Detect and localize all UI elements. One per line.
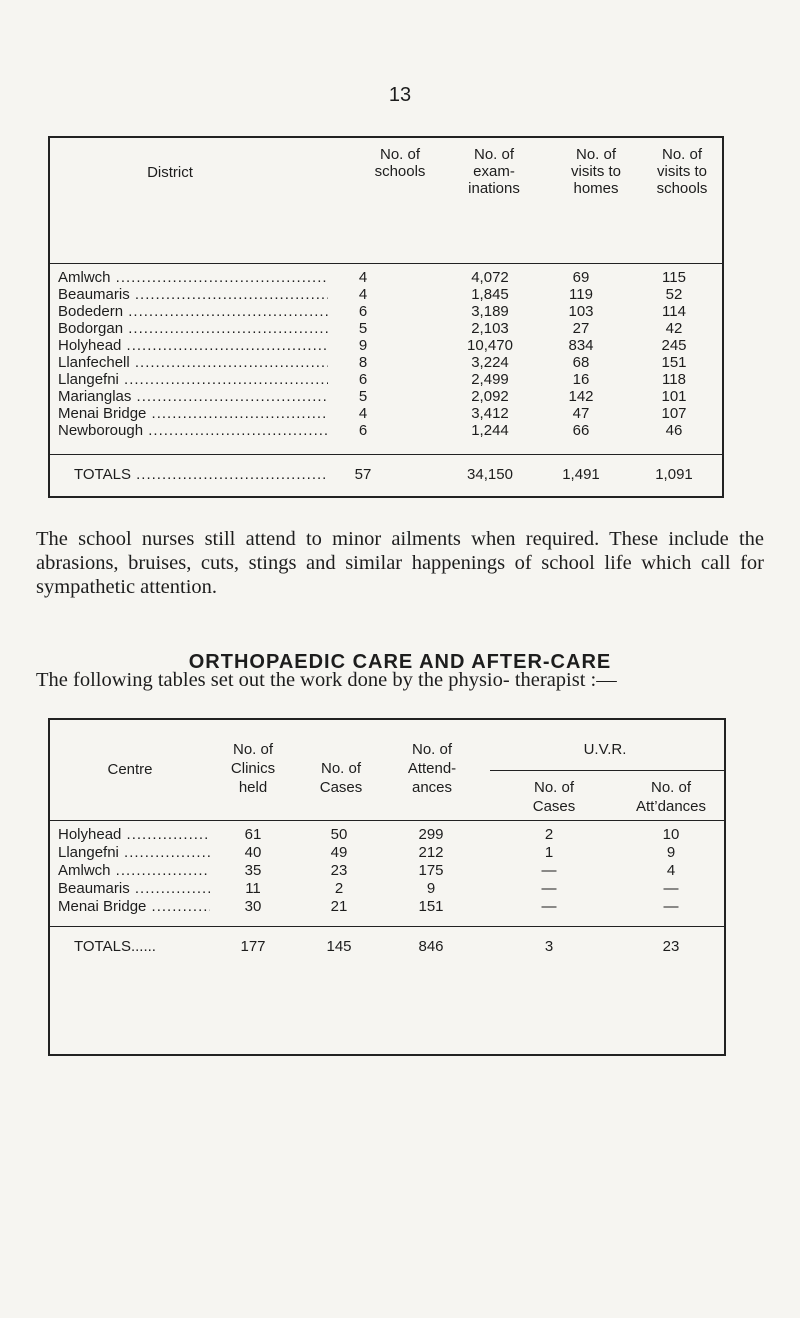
section-heading: ORTHOPAEDIC CARE AND AFTER-CARE bbox=[188, 651, 612, 673]
attendances-count: 151 bbox=[418, 898, 444, 915]
schools-count: 9 bbox=[358, 337, 368, 354]
district-name: Amlwch ..... bbox=[58, 269, 328, 286]
uvr-rule bbox=[490, 770, 724, 771]
attendances-count: 175 bbox=[418, 862, 444, 879]
clinics-count: 11 bbox=[245, 880, 261, 897]
district-name: Llangefni ..... bbox=[58, 371, 328, 388]
uvr-header: U.V.R. bbox=[583, 741, 627, 758]
district-name: Bodorgan ..... bbox=[58, 320, 328, 337]
centre-name: Beaumaris ..... bbox=[58, 880, 210, 898]
table-row bbox=[50, 269, 722, 286]
cases-count: 21 bbox=[330, 898, 348, 915]
uvr-cases-header: No. of Cases bbox=[532, 779, 576, 815]
schools-count: 6 bbox=[358, 371, 368, 388]
clinics-count: 30 bbox=[244, 898, 262, 915]
clinics-count: 61 bbox=[244, 826, 262, 843]
examinations-count: 2,103 bbox=[471, 320, 509, 337]
school-visits-count: 114 bbox=[662, 303, 686, 320]
home-visits-count: 66 bbox=[572, 422, 590, 439]
home-visits-count: 68 bbox=[572, 354, 590, 371]
centre-name: Holyhead ..... bbox=[58, 826, 210, 844]
home-visits-count: 27 bbox=[572, 320, 590, 337]
examinations-count: 3,412 bbox=[471, 405, 509, 422]
uvr-cases-count: — bbox=[541, 880, 557, 897]
school-visits-header: No. of visits to schools bbox=[656, 146, 708, 197]
clinics-header: No. of Clinics held bbox=[230, 741, 276, 796]
uvr-attendances-count: 9 bbox=[666, 844, 676, 861]
attendances-count: 299 bbox=[418, 826, 444, 843]
header-rule bbox=[50, 263, 722, 264]
schools-count: 4 bbox=[358, 286, 368, 303]
paragraph-minor-ailments: The school nurses still attend to minor ailments when required. These include the abrasions, bruises, cuts, stings and similar happenings of school life which call for sympathetic attention. bbox=[36, 528, 764, 598]
examinations-count: 4,072 bbox=[471, 269, 509, 286]
district-name: Menai Bridge ..... bbox=[58, 405, 328, 422]
examinations-count: 3,189 bbox=[471, 303, 509, 320]
table-row bbox=[50, 371, 722, 388]
total-home-visits: 1,491 bbox=[562, 466, 600, 483]
cases-header: No. of Cases bbox=[319, 760, 363, 796]
district-name: Bodedern ..... bbox=[58, 303, 328, 320]
examinations-count: 2,092 bbox=[471, 388, 509, 405]
clinics-count: 35 bbox=[244, 862, 262, 879]
home-visits-count: 16 bbox=[572, 371, 590, 388]
district-header: District bbox=[147, 164, 193, 181]
home-visits-count: 47 bbox=[572, 405, 590, 422]
attendances-count: 212 bbox=[418, 844, 444, 861]
paragraph-physiotherapist: The following tables set out the work done by the physio- therapist :— bbox=[36, 669, 617, 691]
totals-label: TOTALS...... bbox=[74, 938, 156, 955]
table-row bbox=[50, 844, 724, 862]
totals-row bbox=[50, 466, 722, 483]
physiotherapy-table bbox=[48, 718, 726, 1056]
table-row bbox=[50, 422, 722, 439]
school-visits-count: 46 bbox=[665, 422, 683, 439]
schools-count: 5 bbox=[358, 388, 368, 405]
home-visits-count: 142 bbox=[568, 388, 594, 405]
total-cases: 145 bbox=[326, 938, 352, 955]
uvr-attendances-count: — bbox=[663, 898, 679, 915]
uvr-attendances-count: 10 bbox=[662, 826, 680, 843]
examinations-header: No. of exam- inations bbox=[468, 146, 520, 197]
home-visits-count: 69 bbox=[572, 269, 590, 286]
table-row bbox=[50, 898, 724, 916]
school-visits-count: 115 bbox=[662, 269, 686, 286]
total-schools: 57 bbox=[354, 466, 372, 483]
schools-count: 6 bbox=[358, 422, 368, 439]
examinations-count: 1,845 bbox=[471, 286, 509, 303]
home-visits-count: 834 bbox=[568, 337, 594, 354]
table-row bbox=[50, 405, 722, 422]
total-clinics: 177 bbox=[240, 938, 266, 955]
schools-header: No. of schools bbox=[374, 146, 426, 180]
examinations-count: 1,244 bbox=[471, 422, 509, 439]
uvr-cases-count: 1 bbox=[544, 844, 554, 861]
header-rule bbox=[50, 820, 724, 821]
table-row bbox=[50, 337, 722, 354]
cases-count: 2 bbox=[334, 880, 344, 897]
schools-count: 5 bbox=[358, 320, 368, 337]
clinics-count: 40 bbox=[244, 844, 262, 861]
uvr-attendances-count: — bbox=[663, 880, 679, 897]
centre-name: Amlwch ..... bbox=[58, 862, 210, 880]
schools-count: 8 bbox=[358, 354, 368, 371]
uvr-attendances-header: No. of Att’dances bbox=[635, 779, 707, 815]
school-visits-count: 42 bbox=[665, 320, 683, 337]
totals-label: TOTALS ..... bbox=[74, 466, 328, 483]
schools-count: 4 bbox=[358, 405, 368, 422]
district-name: Llanfechell ..... bbox=[58, 354, 328, 371]
cases-count: 50 bbox=[330, 826, 348, 843]
attendances-header: No. of Attend- ances bbox=[407, 741, 457, 796]
home-visits-header: No. of visits to homes bbox=[570, 146, 621, 197]
school-visits-count: 151 bbox=[661, 354, 687, 371]
school-visits-table bbox=[48, 136, 724, 498]
cases-count: 23 bbox=[330, 862, 348, 879]
table-row bbox=[50, 286, 722, 303]
table-row bbox=[50, 303, 722, 320]
total-attendances: 846 bbox=[418, 938, 444, 955]
uvr-attendances-count: 4 bbox=[666, 862, 676, 879]
total-uvr-attendances: 23 bbox=[662, 938, 680, 955]
table-row bbox=[50, 862, 724, 880]
centre-name: Menai Bridge ..... bbox=[58, 898, 210, 916]
total-examinations: 34,150 bbox=[467, 466, 513, 483]
uvr-cases-count: — bbox=[541, 898, 557, 915]
table-row bbox=[50, 354, 722, 371]
total-school-visits: 1,091 bbox=[655, 466, 693, 483]
table-row bbox=[50, 388, 722, 405]
examinations-count: 3,224 bbox=[471, 354, 509, 371]
uvr-cases-count: 2 bbox=[544, 826, 554, 843]
attendances-count: 9 bbox=[426, 880, 436, 897]
table-row bbox=[50, 826, 724, 844]
totals-rule bbox=[50, 926, 724, 927]
school-visits-count: 118 bbox=[662, 371, 686, 388]
school-visits-count: 245 bbox=[661, 337, 687, 354]
centre-name: Llangefni ..... bbox=[58, 844, 210, 862]
schools-count: 4 bbox=[358, 269, 368, 286]
home-visits-count: 103 bbox=[568, 303, 594, 320]
totals-row bbox=[50, 938, 724, 956]
examinations-count: 2,499 bbox=[471, 371, 509, 388]
home-visits-count: 119 bbox=[569, 286, 593, 303]
district-name: Holyhead ..... bbox=[58, 337, 328, 354]
totals-rule bbox=[50, 454, 722, 455]
examinations-count: 10,470 bbox=[467, 337, 513, 354]
district-name: Newborough ..... bbox=[58, 422, 328, 439]
school-visits-count: 101 bbox=[661, 388, 687, 405]
district-name: Beaumaris ..... bbox=[58, 286, 328, 303]
school-visits-count: 52 bbox=[665, 286, 683, 303]
school-visits-count: 107 bbox=[661, 405, 687, 422]
total-uvr-cases: 3 bbox=[544, 938, 554, 955]
district-name: Marianglas ..... bbox=[58, 388, 328, 405]
table-row bbox=[50, 320, 722, 337]
table-row bbox=[50, 880, 724, 898]
cases-count: 49 bbox=[330, 844, 348, 861]
uvr-cases-count: — bbox=[541, 862, 557, 879]
centre-header: Centre bbox=[107, 761, 153, 778]
schools-count: 6 bbox=[358, 303, 368, 320]
page-number: 13 bbox=[388, 84, 412, 106]
